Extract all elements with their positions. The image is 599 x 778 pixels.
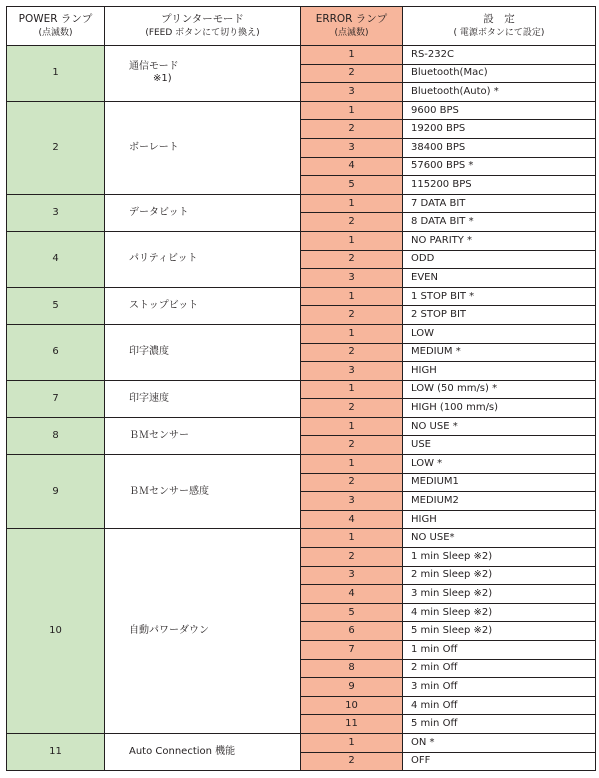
printer-mode-name: ボーレート (129, 141, 179, 153)
power-lamp-count: 1 (7, 46, 105, 102)
error-lamp-count: 2 (301, 399, 403, 418)
error-lamp-count: 7 (301, 641, 403, 660)
setting-value: RS-232C (403, 46, 596, 65)
setting-value: NO USE* (403, 529, 596, 548)
error-lamp-count: 2 (301, 213, 403, 232)
printer-mode-cell (105, 231, 301, 287)
setting-value: 4 min Off (403, 696, 596, 715)
setting-value: USE (403, 436, 596, 455)
error-lamp-count: 2 (301, 436, 403, 455)
error-lamp-subtitle: (点滅数) (334, 28, 369, 38)
setting-value: 2 min Off (403, 659, 596, 678)
error-lamp-count: 10 (301, 696, 403, 715)
table-row (7, 287, 596, 306)
error-lamp-count: 3 (301, 566, 403, 585)
error-lamp-count: 2 (301, 343, 403, 362)
printer-mode-header (105, 7, 301, 46)
table-row (7, 231, 596, 250)
table-row (7, 46, 596, 65)
setting-title: 設 定 (483, 13, 515, 25)
error-lamp-count: 1 (301, 101, 403, 120)
setting-subtitle: ( 電源ボタンにて設定) (453, 28, 545, 38)
printer-mode-cell (105, 287, 301, 324)
printer-mode-subtitle: (FEED ボタンにて切り換え) (145, 28, 260, 38)
error-lamp-count: 2 (301, 473, 403, 492)
error-lamp-count: 5 (301, 603, 403, 622)
setting-value: 4 min Sleep ※2) (403, 603, 596, 622)
printer-mode-name: 印字速度 (129, 392, 169, 404)
setting-value: MEDIUM1 (403, 473, 596, 492)
table-row (7, 417, 596, 436)
error-lamp-count: 1 (301, 324, 403, 343)
setting-value: MEDIUM2 (403, 492, 596, 511)
setting-value: 5 min Sleep ※2) (403, 622, 596, 641)
table-row (7, 324, 596, 343)
setting-value: NO PARITY * (403, 231, 596, 250)
error-lamp-count: 1 (301, 529, 403, 548)
error-lamp-count: 11 (301, 715, 403, 734)
setting-value: ON * (403, 733, 596, 752)
setting-value: 19200 BPS (403, 120, 596, 139)
setting-value: 1 STOP BIT * (403, 287, 596, 306)
printer-mode-name: Auto Connection 機能 (129, 746, 236, 758)
setting-value: HIGH (403, 510, 596, 529)
setting-value: 9600 BPS (403, 101, 596, 120)
power-lamp-subtitle: (点滅数) (38, 28, 73, 38)
error-lamp-header (301, 7, 403, 46)
power-lamp-count: 9 (7, 455, 105, 529)
power-lamp-title: POWER ランプ (18, 13, 93, 25)
printer-mode-name: 自動パワーダウン (129, 625, 209, 637)
error-lamp-count: 3 (301, 492, 403, 511)
printer-mode-name: 通信モード (129, 61, 179, 73)
setting-value: 7 DATA BIT (403, 194, 596, 213)
error-lamp-count: 2 (301, 306, 403, 325)
setting-value: 2 STOP BIT (403, 306, 596, 325)
error-lamp-count: 2 (301, 120, 403, 139)
error-lamp-count: 3 (301, 362, 403, 381)
error-lamp-count: 2 (301, 548, 403, 567)
power-lamp-count: 2 (7, 101, 105, 194)
table-row (7, 529, 596, 548)
setting-value: NO USE * (403, 417, 596, 436)
printer-mode-title: プリンターモード (161, 13, 244, 25)
error-lamp-count: 6 (301, 622, 403, 641)
printer-mode-name: ストップビット (129, 299, 199, 311)
printer-mode-settings-table (6, 6, 596, 771)
error-lamp-count: 1 (301, 287, 403, 306)
power-lamp-count: 8 (7, 417, 105, 454)
setting-value: OFF (403, 752, 596, 771)
table-header (7, 7, 596, 46)
printer-mode-cell (105, 733, 301, 770)
setting-value: 8 DATA BIT * (403, 213, 596, 232)
error-lamp-count: 5 (301, 176, 403, 195)
setting-value: 1 min Sleep ※2) (403, 548, 596, 567)
power-lamp-count: 10 (7, 529, 105, 734)
error-lamp-count: 3 (301, 269, 403, 288)
power-lamp-count: 6 (7, 324, 105, 380)
power-lamp-count: 4 (7, 231, 105, 287)
setting-value: LOW * (403, 455, 596, 474)
error-lamp-count: 1 (301, 194, 403, 213)
printer-mode-cell (105, 194, 301, 231)
printer-mode-name: データビット (129, 206, 189, 218)
error-lamp-count: 3 (301, 138, 403, 157)
error-lamp-count: 1 (301, 455, 403, 474)
error-lamp-count: 1 (301, 231, 403, 250)
setting-value: EVEN (403, 269, 596, 288)
setting-value: Bluetooth(Auto) * (403, 83, 596, 102)
table-row (7, 455, 596, 474)
error-lamp-count: 9 (301, 678, 403, 697)
setting-header (403, 7, 596, 46)
setting-value: 1 min Off (403, 641, 596, 660)
table-body (7, 46, 596, 771)
setting-value: Bluetooth(Mac) (403, 64, 596, 83)
setting-value: HIGH (100 mm/s) (403, 399, 596, 418)
setting-value: 57600 BPS * (403, 157, 596, 176)
error-lamp-count: 8 (301, 659, 403, 678)
error-lamp-count: 2 (301, 752, 403, 771)
setting-value: 3 min Off (403, 678, 596, 697)
setting-value: 115200 BPS (403, 176, 596, 195)
setting-value: MEDIUM * (403, 343, 596, 362)
header-row (7, 7, 596, 46)
setting-value: 5 min Off (403, 715, 596, 734)
table-row (7, 380, 596, 399)
printer-mode-name: ＢＭセンサー感度 (129, 485, 209, 497)
error-lamp-count: 4 (301, 510, 403, 529)
power-lamp-header (7, 7, 105, 46)
power-lamp-count: 3 (7, 194, 105, 231)
table-row (7, 101, 596, 120)
setting-value: 38400 BPS (403, 138, 596, 157)
setting-value: LOW (50 mm/s) * (403, 380, 596, 399)
error-lamp-count: 1 (301, 46, 403, 65)
printer-mode-cell (105, 46, 301, 102)
error-lamp-count: 1 (301, 417, 403, 436)
setting-value: ODD (403, 250, 596, 269)
printer-mode-note: ※1) (153, 73, 172, 85)
setting-value: 3 min Sleep ※2) (403, 585, 596, 604)
printer-mode-name: 印字濃度 (129, 346, 169, 358)
printer-mode-cell (105, 417, 301, 454)
printer-mode-name: ＢＭセンサー (129, 429, 189, 441)
power-lamp-count: 7 (7, 380, 105, 417)
power-lamp-count: 5 (7, 287, 105, 324)
power-lamp-count: 11 (7, 733, 105, 770)
error-lamp-count: 1 (301, 380, 403, 399)
printer-mode-cell (105, 529, 301, 734)
printer-mode-name: パリティビット (129, 253, 198, 265)
error-lamp-count: 4 (301, 585, 403, 604)
error-lamp-count: 2 (301, 250, 403, 269)
error-lamp-title: ERROR ランプ (315, 13, 388, 25)
table-row (7, 194, 596, 213)
setting-value: LOW (403, 324, 596, 343)
error-lamp-count: 3 (301, 83, 403, 102)
error-lamp-count: 4 (301, 157, 403, 176)
error-lamp-count: 1 (301, 733, 403, 752)
printer-mode-cell (105, 380, 301, 417)
table-row (7, 733, 596, 752)
setting-value: HIGH (403, 362, 596, 381)
error-lamp-count: 2 (301, 64, 403, 83)
setting-value: 2 min Sleep ※2) (403, 566, 596, 585)
printer-mode-cell (105, 455, 301, 529)
printer-mode-cell (105, 101, 301, 194)
printer-mode-cell (105, 324, 301, 380)
